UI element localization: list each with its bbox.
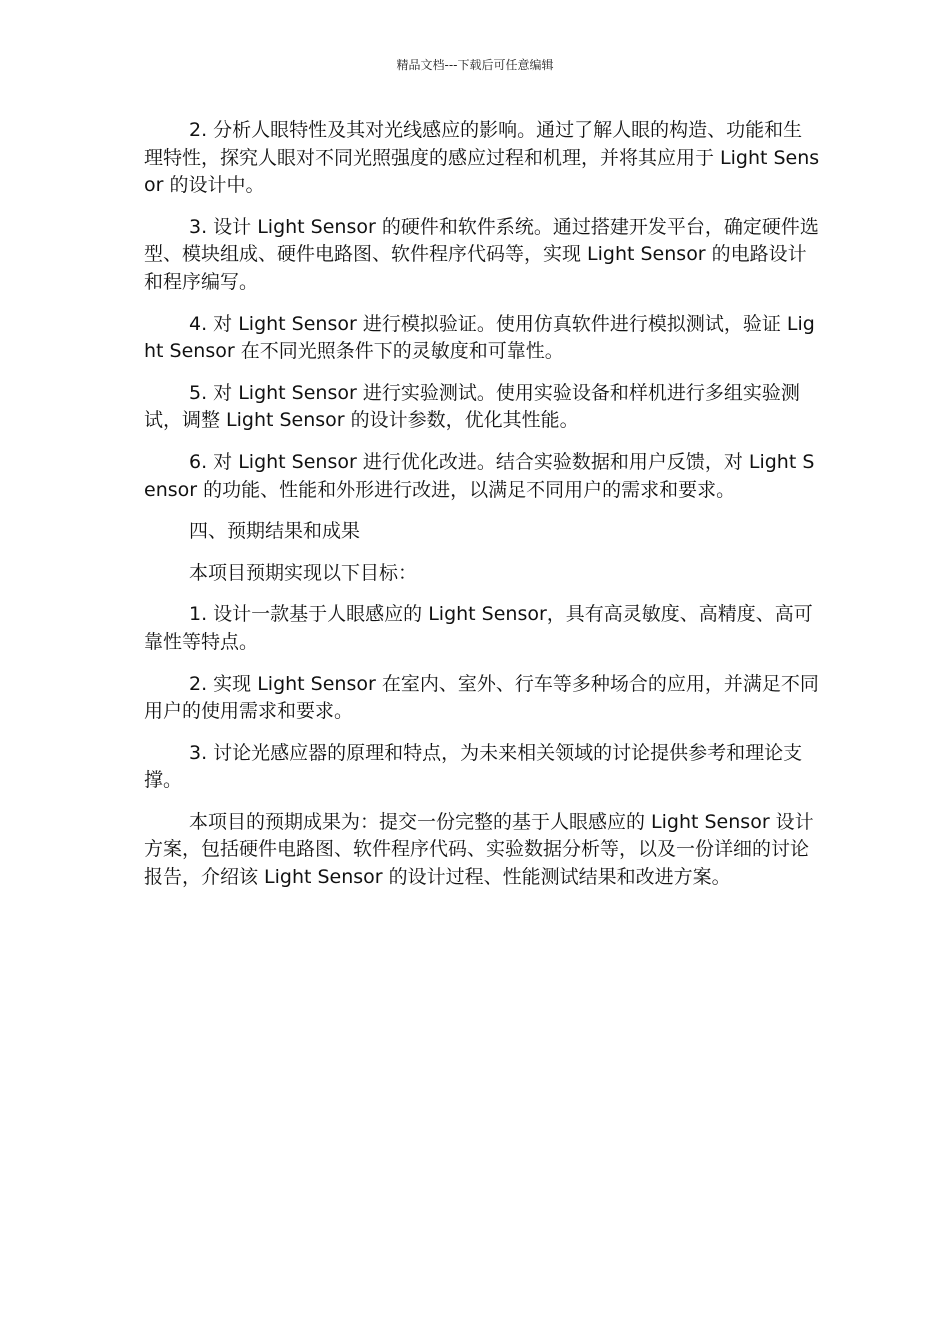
page-header: 精品文档---下载后可任意编辑 — [396, 58, 554, 72]
paragraph-item-2: 2. 分析人眼特性及其对光线感应的影响。通过了解人眼的构造、功能和生理特性，探究人眼对不同光照强度的感应过程和机理，并将其应用于 Light Sensor 的设计中。 — [144, 119, 820, 197]
paragraph-item-6: 6. 对 Light Sensor 进行优化改进。结合实验数据和用户反馈，对 Light Sensor 的功能、性能和外形进行改进，以满足不同用户的需求和要求。 — [144, 450, 815, 501]
section-heading: 四、预期结果和成果 — [189, 520, 361, 543]
goals-intro: 本项目预期实现以下目标： — [189, 561, 418, 584]
deliverables-paragraph: 本项目的预期成果为：提交一份完整的基于人眼感应的 Light Sensor 设计方案，包括硬件电路图、软件程序代码、实验数据分析等，以及一份详细的讨论报告，介绍该 Light Sensor 的设计过程、性能测试结果和改进方案。 — [144, 810, 814, 889]
document-body — [144, 117, 820, 906]
goal-item-2: 2. 实现 Light Sensor 在室内、室外、行车等多种场合的应用，并满足不同用户的使用需求和要求。 — [144, 672, 819, 723]
paragraph-item-3: 3. 设计 Light Sensor 的硬件和软件系统。通过搭建开发平台，确定硬件选型、模块组成、硬件电路图、软件程序代码等，实现 Light Sensor 的电路设计和程序编写。 — [144, 215, 819, 293]
goal-item-3: 3. 讨论光感应器的原理和特点，为未来相关领域的讨论提供参考和理论支撑。 — [144, 741, 803, 792]
paragraph-item-4: 4. 对 Light Sensor 进行模拟验证。使用仿真软件进行模拟测试，验证 Light Sensor 在不同光照条件下的灵敏度和可靠性。 — [144, 312, 815, 363]
paragraph-item-5: 5. 对 Light Sensor 进行实验测试。使用实验设备和样机进行多组实验测试，调整 Light Sensor 的设计参数，优化其性能。 — [144, 381, 800, 432]
goal-item-1: 1. 设计一款基于人眼感应的 Light Sensor，具有高灵敏度、高精度、高可靠性等特点。 — [144, 603, 813, 653]
